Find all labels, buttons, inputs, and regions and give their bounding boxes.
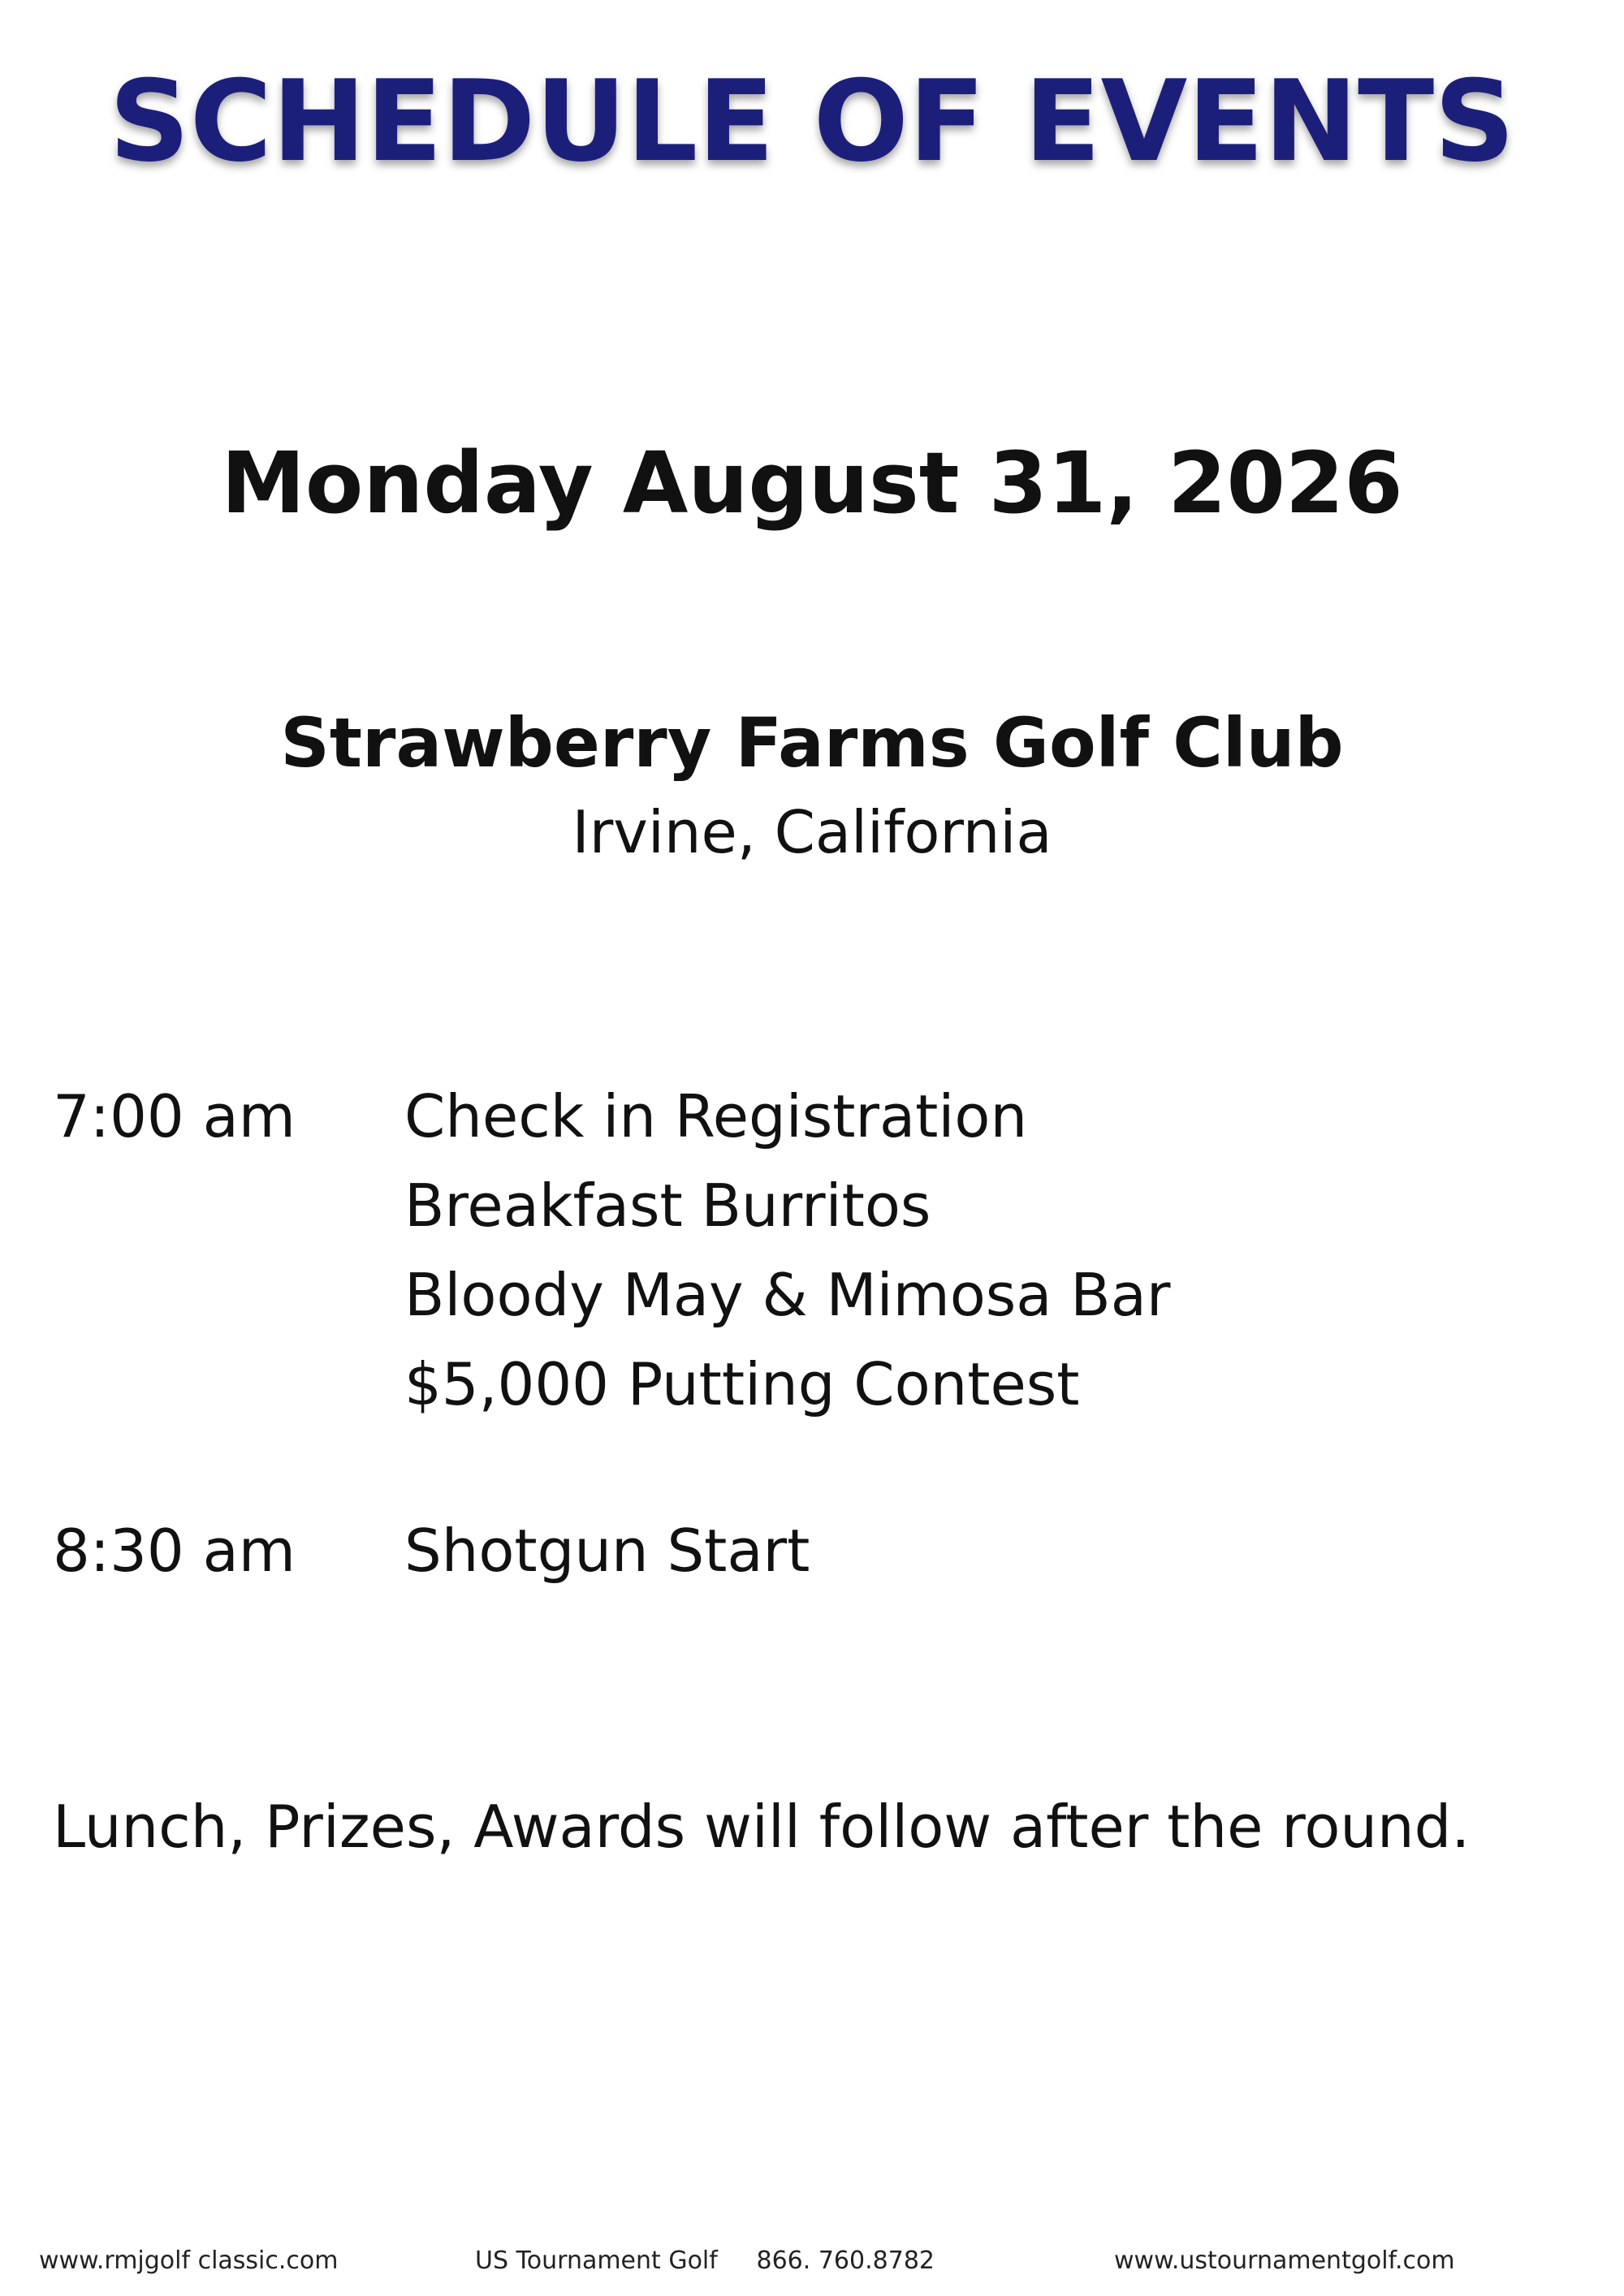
- schedule-item: Shotgun Start: [404, 1517, 810, 1585]
- schedule-item: Breakfast Burritos: [404, 1172, 931, 1240]
- schedule-block-0700: [53, 1072, 1579, 1429]
- schedule-items: [404, 1506, 1579, 1595]
- page-title: SCHEDULE OF EVENTS: [109, 56, 1515, 187]
- footer-website-link[interactable]: www.rmjgolf classic.com: [39, 2246, 339, 2275]
- schedule-time: 7:00 am: [53, 1082, 296, 1150]
- footer-organizer-link[interactable]: www.ustournamentgolf.com: [1114, 2246, 1455, 2275]
- closing-note: Lunch, Prizes, Awards will follow after the round.: [53, 1793, 1471, 1861]
- footer: [0, 2245, 1624, 2277]
- schedule-block-0830: [53, 1506, 1579, 1595]
- event-date: Monday August 31, 2026: [221, 434, 1403, 533]
- venue-name: Strawberry Farms Golf Club: [280, 703, 1344, 783]
- footer-contact: US Tournament Golf 866. 760.8782: [475, 2246, 935, 2275]
- venue-location: Irvine, California: [572, 798, 1052, 866]
- schedule-item: Check in Registration: [404, 1082, 1028, 1150]
- schedule-time: 8:30 am: [53, 1517, 296, 1585]
- schedule-item: $5,000 Putting Contest: [404, 1350, 1080, 1418]
- schedule-items: [404, 1072, 1579, 1429]
- schedule-item: Bloody May & Mimosa Bar: [404, 1261, 1171, 1329]
- schedule: [53, 1072, 1579, 1595]
